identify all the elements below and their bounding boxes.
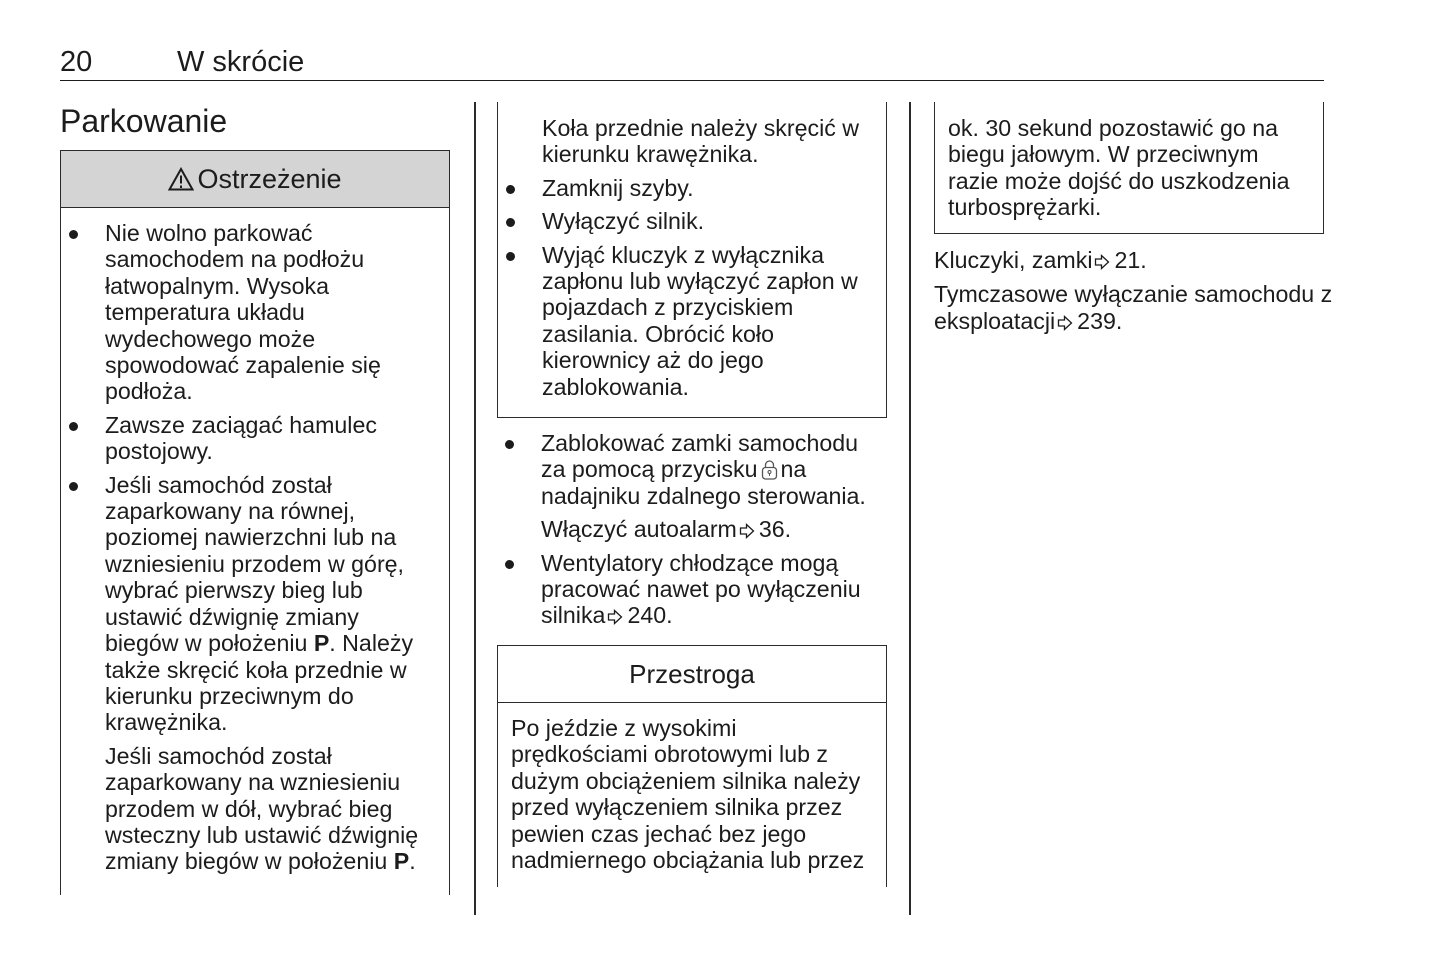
caution-header [498,646,886,703]
arrow-right-outline-icon [607,609,623,625]
gear-position-p: P [313,630,330,657]
page-reference-link[interactable]: 239 [1077,307,1116,334]
warning-item-text: Jeśli samochód został zaparkowany na równej, poziomej nawierzchni lub na wzniesieniu przodem w górę, wybrać pierwszy bieg lub ustawić dźwignię zmiany biegów w położeniu [105,471,405,657]
bullet-dot-icon [506,218,515,227]
warning-item [61,412,449,465]
warning-item-text: Nie wolno parkować samochodem na podłożu łatwopalnym. Wysoka temperatura układu wydechowego może spowodować zapalenie się podłoża. [105,220,381,405]
page-header [60,44,1324,81]
cross-references [934,247,1334,342]
caution-continuation: ok. 30 sekund pozostawić go na biegu jałowym. W przeciwnym razie może dojść do uszkodzenia turbosprężarki. [948,115,1290,221]
parking-step [497,430,887,509]
parking-steps [497,430,887,636]
page-reference-link[interactable]: 240 [627,602,667,629]
caution-box-continued [934,102,1324,234]
warning-box-continued [497,102,887,418]
warning-item-text: Zamknij szyby. [542,174,694,201]
parking-step-continuation [497,516,887,542]
warning-item [498,242,886,400]
warning-item [498,208,886,234]
bullet-dot-icon [506,252,515,261]
warning-box-continuation: Koła przednie należy skręcić w kierunku krawężnika. [542,115,860,168]
bullet-dot-icon [69,482,78,491]
warning-triangle-icon [168,167,194,191]
warning-item-text: . Należy także skręcić koła przednie w kierunku przeciwnym do krawężnika. [105,630,414,736]
warning-continuation-text: Jeśli samochód został zaparkowany na wzniesieniu przodem w dół, wybrać bieg wsteczny lub ustawić dźwignię zmiany biegów w położeniu [105,742,419,875]
warning-item-text: Wyłączyć silnik. [542,208,705,235]
warning-body [61,208,449,875]
bullet-dot-icon [506,185,515,194]
running-title: W skrócie [177,46,305,78]
page-reference-link[interactable]: 36 [758,516,785,543]
punctuation: . [784,516,792,543]
parking-step-text: Zablokować zamki samochodu za pomocą przycisku [541,430,859,483]
bullet-dot-icon [69,422,78,431]
caution-title: Przestroga [629,658,755,689]
warning-item [61,472,449,736]
column-divider [909,102,911,915]
cross-reference-text: Tymczasowe wyłączanie samochodu z eksploatacji [934,281,1333,334]
caution-text: Po jeździe z wysokimi prędkościami obrotowymi lub z dużym obciążeniem silnika należy przed wyłączeniem silnika przez pewien czas jechać bez jego nadmiernego obciążania lub przez [511,715,865,874]
cross-reference [934,281,1334,334]
caution-box [497,645,887,887]
warning-item-text: Wyjąć kluczyk z wyłącznika zapłonu lub wyłączyć zapłon w pojazdach z przyciskiem zasilania. Obrócić koło kierownicy aż do jego zablokowania. [542,241,858,400]
bullet-dot-icon [69,230,78,239]
lock-icon [761,459,778,480]
punctuation: . [1115,307,1123,334]
parking-step [497,550,887,629]
parking-step-text: na nadajniku zdalnego sterowania. [541,456,866,509]
cross-reference-text: Kluczyki, zamki [934,247,1093,273]
page-reference-link[interactable]: 21 [1114,247,1141,273]
section-title: Parkowanie [60,103,228,139]
warning-header [61,151,449,208]
cross-reference [934,247,1334,273]
gear-position-p: P [393,848,410,875]
warning-item [498,175,886,201]
warning-item [61,220,449,405]
punctuation: . [1140,247,1147,273]
warning-item-text: Zawsze zaciągać hamulec postojowy. [105,411,377,465]
page-number: 20 [60,46,93,78]
arrow-right-outline-icon [1057,315,1073,331]
bullet-dot-icon [505,440,514,449]
caution-body [498,703,886,873]
warning-continuation-text: . [409,848,416,875]
bullet-dot-icon [505,560,514,569]
parking-step-text: Wentylatory chłodzące mogą pracować nawet po wyłączeniu silnika [541,549,861,629]
warning-title: Ostrzeżenie [197,163,342,194]
punctuation: . [666,602,673,629]
warning-continuation [61,743,449,875]
warning-box [60,150,450,895]
arrow-right-outline-icon [739,523,755,539]
column-divider [474,102,476,915]
parking-step-text: Włączyć autoalarm [541,516,737,543]
arrow-right-outline-icon [1094,254,1110,270]
